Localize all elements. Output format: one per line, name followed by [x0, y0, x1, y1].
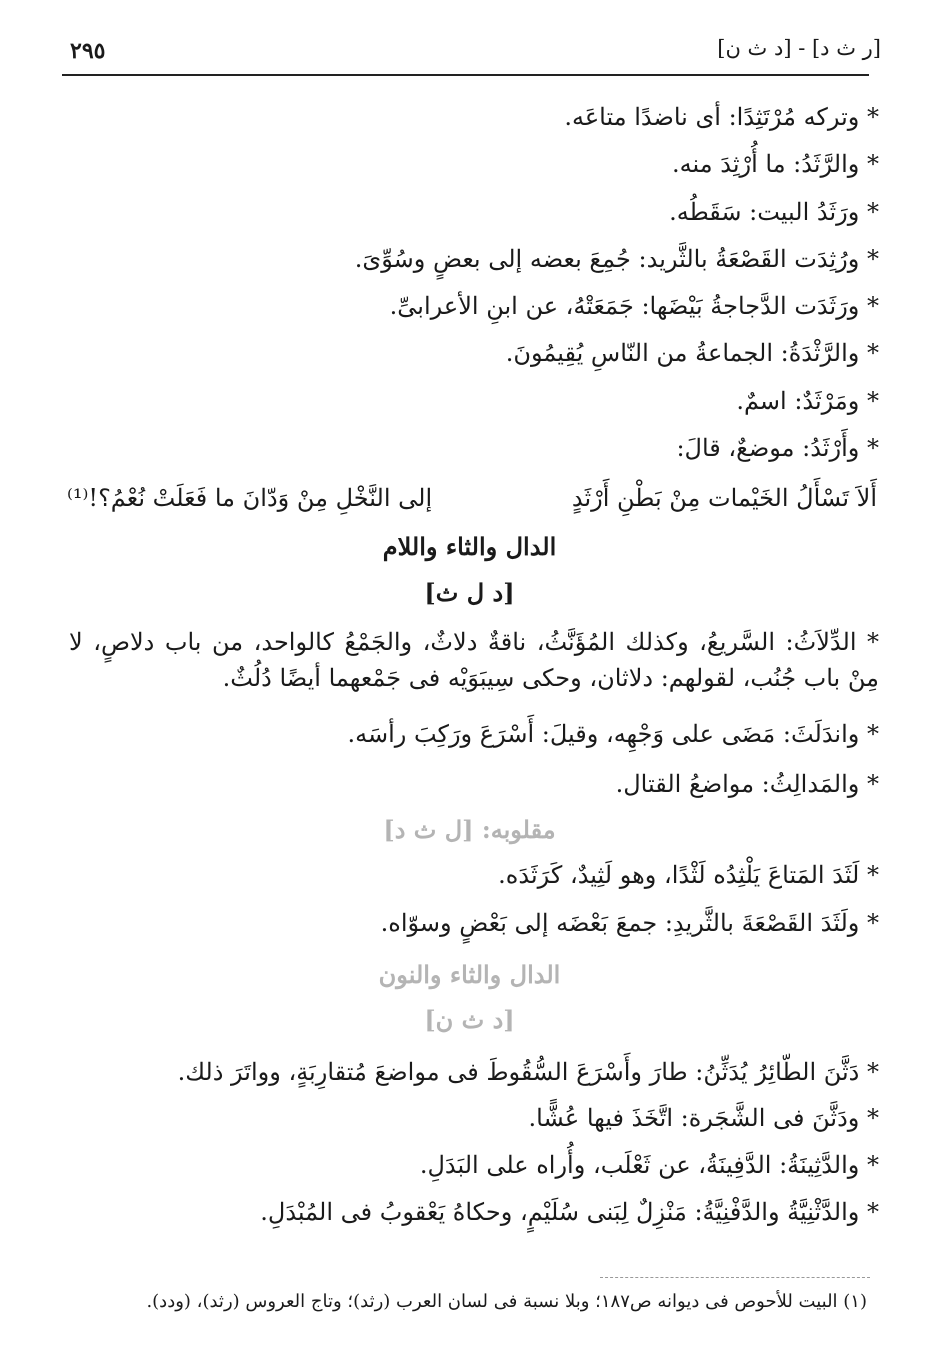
- entry-line: * وأَرْثَدُ: موضعٌ، قالَ:: [676, 434, 879, 462]
- running-header-title: [ر ث د] - [د ث ن]: [717, 36, 881, 60]
- section-heading: الدال والثاء واللام: [382, 532, 557, 561]
- entry-line: * ولَثَدَ القَصْعَةَ بالثَّريدِ: جمعَ بَعْضَه إلى بَعْضٍ وسوّاه.: [380, 909, 879, 937]
- section-heading: الدال والثاء والنون: [378, 960, 561, 989]
- entry-line: * والدَّثِينَةُ: الدَّفِينَةُ، عن ثَعْلَب، وأُراه على البَدَلِ.: [419, 1151, 879, 1179]
- footnote: (١) البيت للأحوص فى ديوانه ص١٨٧؛ وبلا نسبة فى لسان العرب (رثد)؛ وتاج العروس (رثد)، (ودد).: [146, 1291, 867, 1312]
- root-heading: [د ث ن]: [424, 1005, 515, 1034]
- entry-line: * لَثَدَ المَتاعَ يَلْثِدُه لَثْدًا، وهو لَثِيدٌ، كَرَثَدَه.: [498, 861, 879, 889]
- entry-line: * ورَثَدَت الدَّجاجةُ بَيْضَها: جَمَعَتْهُ، عن ابنِ الأعرابىِّ.: [389, 292, 879, 320]
- header-rule: [62, 74, 869, 76]
- entry-line: * ودَثَّنَ فى الشَّجَرة: اتَّخَذَ فيها عُشًّا.: [528, 1104, 879, 1132]
- entry-line: * والمَدالِثُ: مواضعُ القتال.: [615, 770, 879, 798]
- entry-line: * دَثَّنَ الطّائِرُ يُدَثِّنُ: طارَ وأَسْرَعَ السُّقُوطَ فى مواضعَ مُتقارِبَةٍ، وواتَرَ ذلك.: [177, 1058, 879, 1086]
- footnote-rule: [600, 1277, 870, 1278]
- entry-line: * والدَّثْنِيَّةُ والدَّفْنِيَّةُ: مَنْزِلٌ لِبَنى سُلَيْمٍ، وحكاهُ يَعْقوبُ فى المُبْدَلِ.: [260, 1198, 879, 1226]
- poem-verse: [67, 480, 877, 520]
- entry-line: * وتركه مُرْتَثِدًا: أى ناضدًا متاعَه.: [564, 103, 879, 131]
- entry-line: * والرَّثَدُ: ما أُرْثِدَ منه.: [672, 150, 879, 178]
- section-heading: مقلوبه: [ل ث د]: [383, 815, 556, 844]
- page-number: ٢٩٥: [70, 38, 106, 64]
- entry-line: * ومَرْثَدٌ: اسمٌ.: [736, 387, 879, 415]
- entry-line: * والرَّثْدَةُ: الجماعةُ من النّاسِ يُقِيمُونَ.: [505, 339, 879, 367]
- entry-line: * واندَلَثَ: مَضَى على وَجْهِه، وقيلَ: أَسْرَعَ ورَكِبَ رأسَه.: [347, 720, 879, 748]
- entry-paragraph: * الدِّلاَثُ: السَّريعُ، وكذلك المُؤَنَّثُ، ناقةٌ دلاثٌ، والجَمْعُ كالواحد، من باب دلاصٍ، لا مِنْ باب جُنُب، لقولهم: دلاثان، وحكى سِيبَوَيْه فى جَمْعهما أيضًا دُلُثٌ.: [69, 628, 879, 692]
- poem-first-hemistich: أَلاَ تَسْأَلُ الخَيْمات مِنْ بَطْنِ أَرْثَدٍ: [571, 484, 877, 512]
- entry-line: * ورَثَدُ البيت: سَقَطُه.: [669, 198, 879, 226]
- poem-second-hemistich: إلى النَّخْلِ مِنْ وَدّانَ ما فَعَلَتْ نُعْمُ؟!⁽¹⁾: [67, 484, 433, 512]
- entry-line: * ورُثِدَت القَصْعَةُ بالثَّريد: جُمِعَ بعضه إلى بعضٍ وسُوِّىَ.: [354, 245, 879, 273]
- root-heading: [د ل ث]: [424, 578, 515, 607]
